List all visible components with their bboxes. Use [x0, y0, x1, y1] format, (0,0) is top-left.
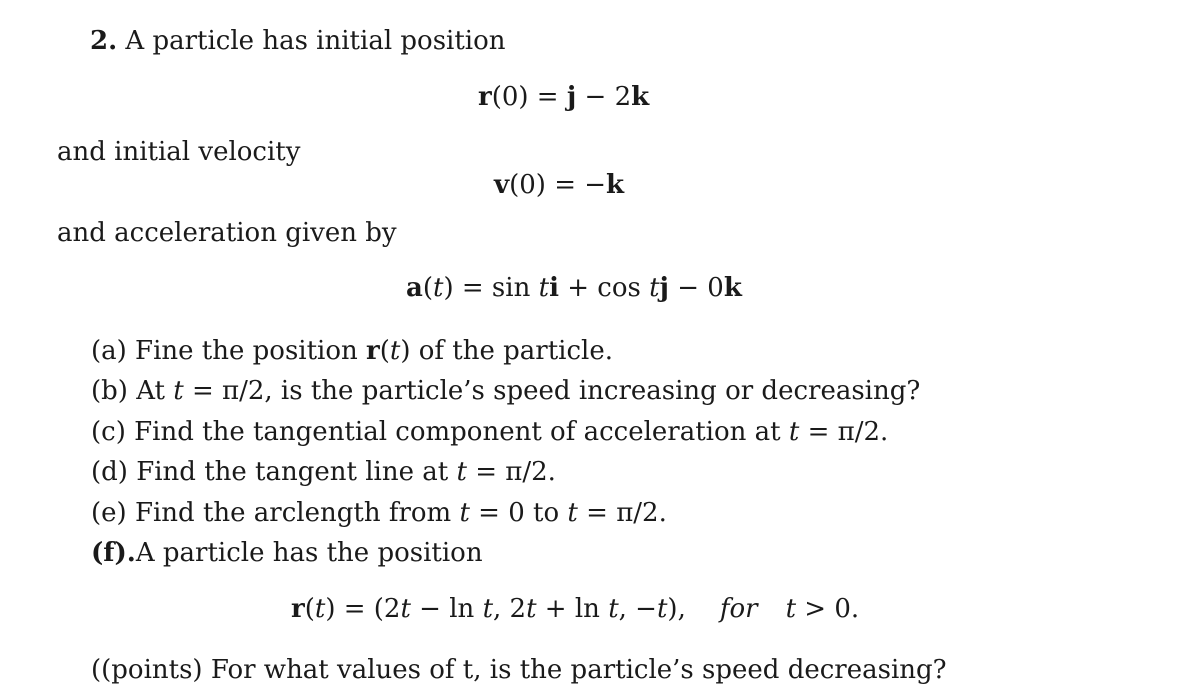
part-text: (e) Find the arclength from [91, 498, 460, 528]
eq-part: (0) = − [509, 170, 607, 200]
initial-position-equation [478, 82, 649, 112]
eq-part: ) = (2 [325, 594, 401, 624]
var-t: t [567, 498, 578, 528]
acceleration-equation [406, 273, 742, 303]
part-text: (a) Fine the position [91, 336, 367, 366]
part-f [91, 538, 483, 568]
part-text: = π/2. [466, 457, 556, 487]
part-text: ) of the particle. [400, 336, 614, 366]
var-t: t [526, 594, 537, 624]
var-t: t [482, 594, 494, 624]
position-function-equation [291, 594, 859, 624]
part-text: = π/2. [799, 417, 889, 447]
var-t: t [656, 594, 668, 624]
part-text: A particle has the position [135, 538, 483, 568]
eq-part: − 0 [668, 273, 724, 303]
eq-part: ( [304, 594, 315, 624]
k-vector: k [606, 170, 625, 200]
eq-part: , 2 [493, 594, 527, 624]
part-text: = 0 to [469, 498, 568, 528]
k-vector: k [631, 82, 650, 112]
part-text: (b) At [91, 376, 174, 406]
r-vector: r [366, 336, 380, 366]
j-vector: j [566, 82, 577, 112]
var-t: t [608, 594, 619, 624]
eq-part: − ln [410, 594, 483, 624]
part-text: (d) Find the tangent line at [91, 457, 457, 487]
var-t: t [389, 336, 401, 366]
part-b [91, 376, 920, 406]
eq-part: > 0. [796, 594, 860, 624]
part-text: = π/2. [577, 498, 667, 528]
a-vector: a [406, 273, 423, 303]
r-vector: r [478, 82, 492, 112]
eq-part: ), [667, 594, 686, 624]
var-t: t [538, 273, 550, 303]
var-t: t [785, 594, 797, 624]
part-text: = π/2, is the particle’s speed increasing or decreasing? [183, 376, 921, 406]
part-e [91, 498, 667, 528]
var-t: t [456, 457, 467, 487]
var-t: t [314, 594, 326, 624]
points-question: ((points) For what values of t, is the particle’s speed decreasing? [91, 655, 947, 685]
for-text: for [719, 594, 758, 624]
eq-part: , − [618, 594, 657, 624]
var-t: t [788, 417, 800, 447]
k-vector: k [723, 273, 742, 303]
eq-part: + cos [558, 273, 650, 303]
eq-part: ) = sin [443, 273, 539, 303]
part-c [91, 417, 888, 447]
var-t: t [649, 273, 660, 303]
var-t: t [173, 376, 184, 406]
velocity-text: and initial velocity [57, 137, 301, 167]
part-a [91, 336, 613, 366]
part-f-label: (f). [91, 538, 136, 568]
i-vector: i [549, 273, 559, 303]
v-vector: v [494, 170, 510, 200]
initial-velocity-equation [494, 170, 624, 200]
acceleration-text: and acceleration given by [57, 218, 397, 248]
eq-part: ( [422, 273, 434, 303]
j-vector: j [659, 273, 669, 303]
eq-part: (0) = [491, 82, 567, 112]
var-t: t [400, 594, 411, 624]
intro-text: A particle has initial position [125, 26, 506, 56]
r-vector: r [291, 594, 305, 624]
var-t: t [459, 498, 470, 528]
var-t: t [433, 273, 444, 303]
problem-number: 2. [90, 26, 118, 56]
eq-part: + ln [536, 594, 609, 624]
eq-part: − 2 [576, 82, 632, 112]
part-text: ( [379, 336, 390, 366]
part-text: (c) Find the tangential component of acceleration at [91, 417, 789, 447]
part-d [91, 457, 556, 487]
problem-intro [90, 26, 506, 56]
